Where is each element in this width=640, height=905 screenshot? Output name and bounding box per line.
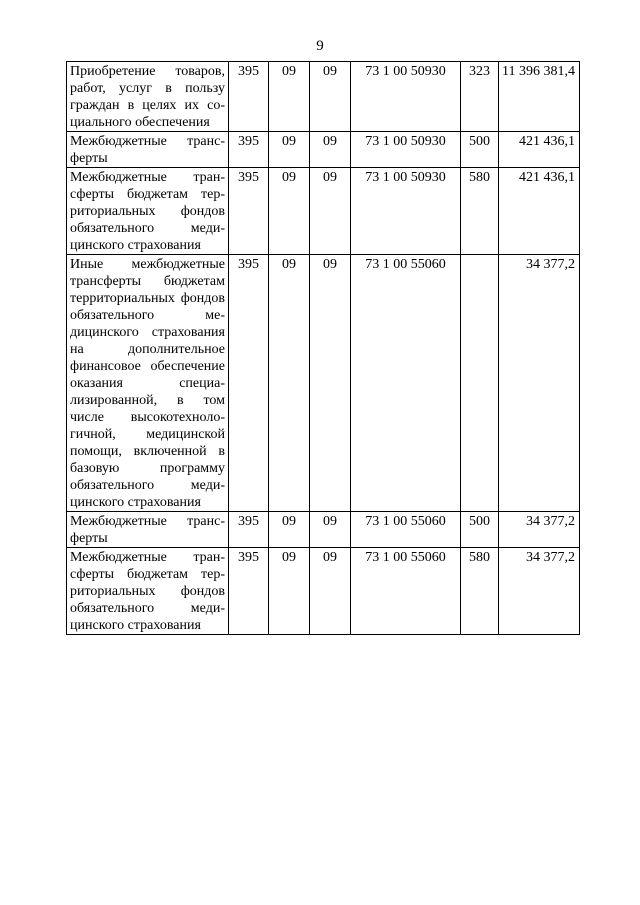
budget-table — [66, 61, 580, 635]
expense-name-cell: Межбюджетные трансферты бюджетам территориальных фондов обязательного медицинского страхования — [67, 548, 229, 635]
ministry-code-cell: 395 — [229, 168, 269, 255]
amount-cell: 34 377,2 — [499, 255, 580, 512]
expense-type-cell: 580 — [461, 548, 499, 635]
section-code-cell: 09 — [269, 548, 310, 635]
page-number: 9 — [316, 38, 324, 54]
expense-type-cell: 580 — [461, 168, 499, 255]
expense-name-cell: Межбюджетные трансферты — [67, 132, 229, 168]
amount-cell: 421 436,1 — [499, 132, 580, 168]
table-row — [67, 168, 580, 255]
ministry-code-cell: 395 — [229, 548, 269, 635]
expense-type-cell: 500 — [461, 512, 499, 548]
target-article-cell: 73 1 00 55060 — [351, 512, 461, 548]
subsection-code-cell: 09 — [310, 512, 351, 548]
section-code-cell: 09 — [269, 168, 310, 255]
table-row — [67, 255, 580, 512]
ministry-code-cell: 395 — [229, 62, 269, 132]
table-row — [67, 512, 580, 548]
target-article-cell: 73 1 00 50930 — [351, 168, 461, 255]
target-article-cell: 73 1 00 55060 — [351, 255, 461, 512]
expense-name-cell: Иные межбюджетные трансферты бюджетам территориальных фондов обязательного медицинского страхования на дополнительное финансовое обеспечение оказания специализированной, в том числе высокотехнологичной, медицинской помощи, включенной в базовую программу обязательного медицинского страхования — [67, 255, 229, 512]
subsection-code-cell: 09 — [310, 132, 351, 168]
expense-name-cell: Межбюджетные трансферты бюджетам территориальных фондов обязательного медицинского страхования — [67, 168, 229, 255]
amount-cell: 421 436,1 — [499, 168, 580, 255]
target-article-cell: 73 1 00 50930 — [351, 62, 461, 132]
expense-name-cell: Межбюджетные трансферты — [67, 512, 229, 548]
table-row — [67, 62, 580, 132]
ministry-code-cell: 395 — [229, 132, 269, 168]
amount-cell: 34 377,2 — [499, 512, 580, 548]
subsection-code-cell: 09 — [310, 62, 351, 132]
target-article-cell: 73 1 00 50930 — [351, 132, 461, 168]
budget-table-body — [67, 62, 580, 635]
amount-cell: 34 377,2 — [499, 548, 580, 635]
section-code-cell: 09 — [269, 132, 310, 168]
ministry-code-cell: 395 — [229, 512, 269, 548]
section-code-cell: 09 — [269, 512, 310, 548]
expense-type-cell — [461, 255, 499, 512]
target-article-cell: 73 1 00 55060 — [351, 548, 461, 635]
section-code-cell: 09 — [269, 255, 310, 512]
section-code-cell: 09 — [269, 62, 310, 132]
ministry-code-cell: 395 — [229, 255, 269, 512]
expense-type-cell: 500 — [461, 132, 499, 168]
subsection-code-cell: 09 — [310, 548, 351, 635]
table-row — [67, 548, 580, 635]
amount-cell: 11 396 381,4 — [499, 62, 580, 132]
subsection-code-cell: 09 — [310, 168, 351, 255]
subsection-code-cell: 09 — [310, 255, 351, 512]
expense-type-cell: 323 — [461, 62, 499, 132]
expense-name-cell: Приобретение товаров, работ, услуг в пользу граждан в целях их социального обеспечения — [67, 62, 229, 132]
table-row — [67, 132, 580, 168]
